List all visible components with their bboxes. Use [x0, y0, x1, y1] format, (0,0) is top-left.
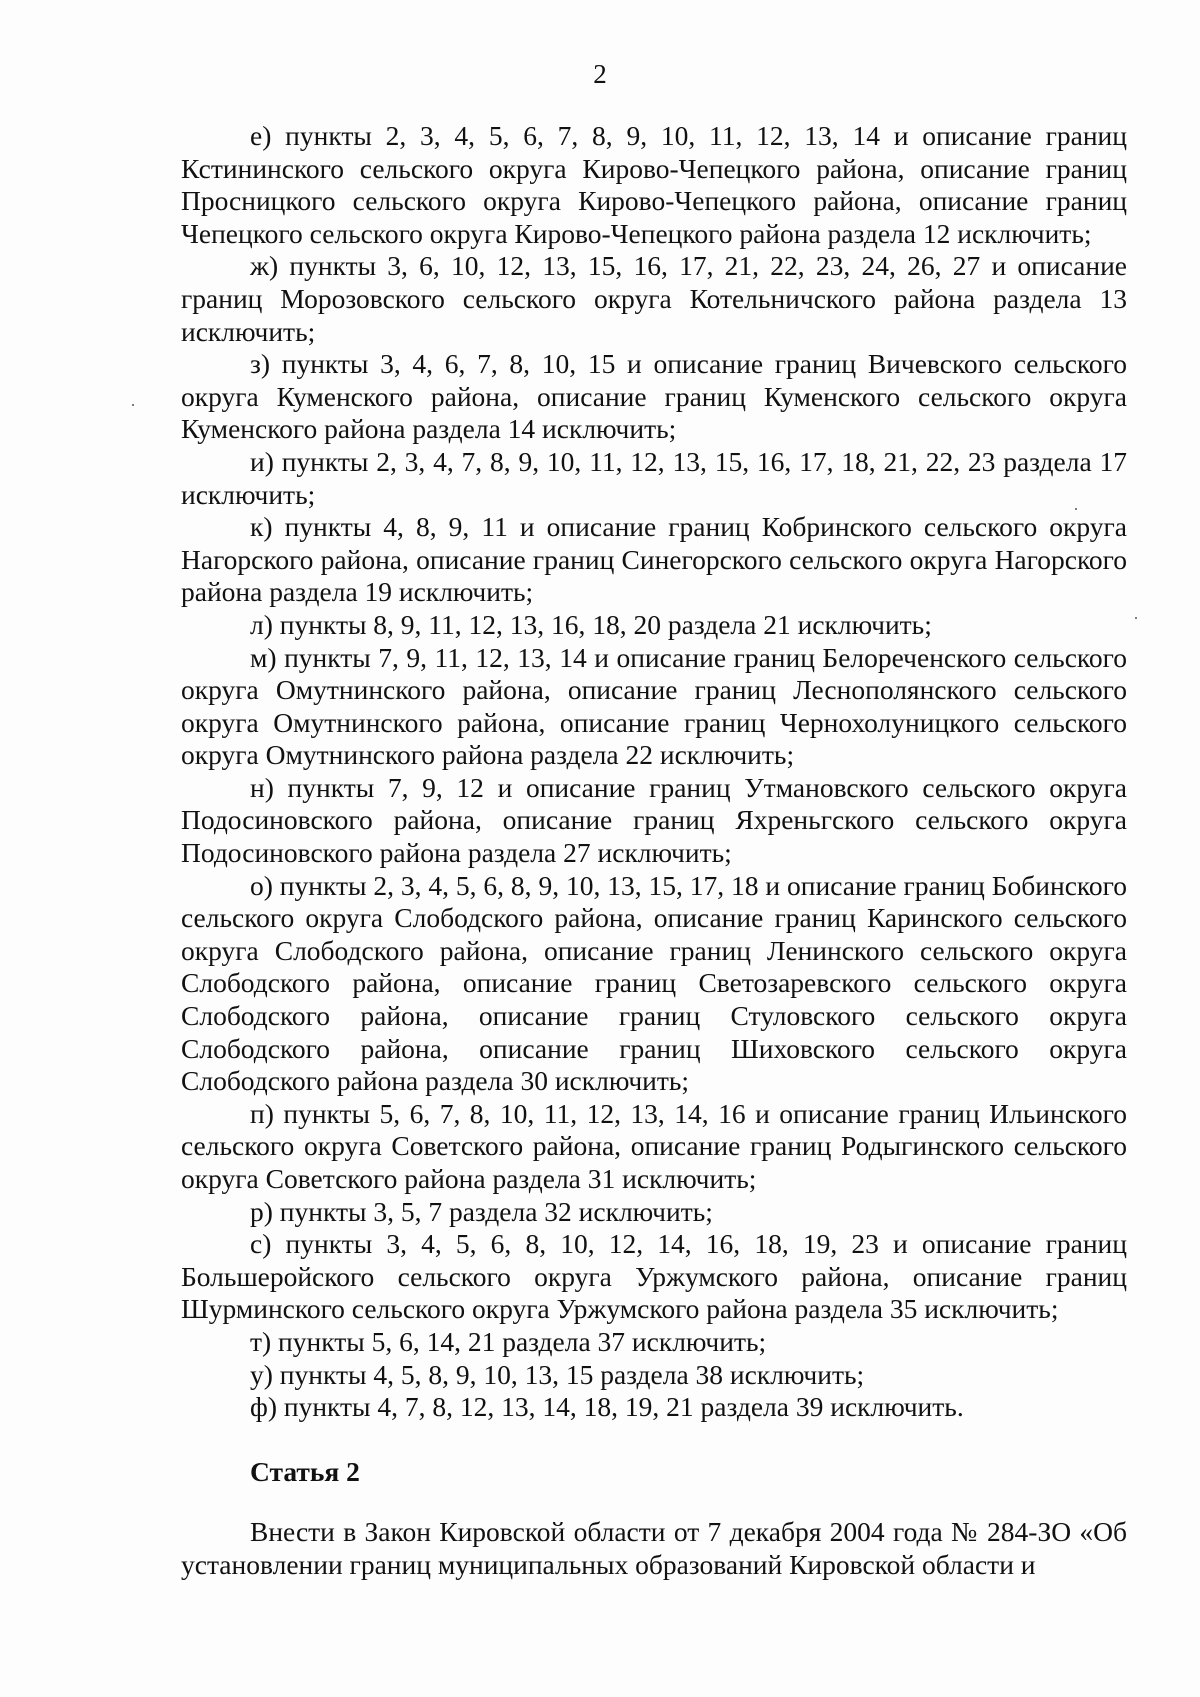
amendment-item-z: з) пункты 3, 4, 6, 7, 8, 10, 15 и описание границ Вичевского сельского округа Куменского района, описание границ Куменского сельского округа Куменского района раздела 14 исключить;	[181, 348, 1127, 445]
amendment-item-e: е) пункты 2, 3, 4, 5, 6, 7, 8, 9, 10, 11, 12, 13, 14 и описание границ Кстининского сельского округа Кирово-Чепецкого района, описание границ Просницкого сельского округа Кирово-Чепецкого района, описание границ Чепецкого сельского округа Кирово-Чепецкого района раздела 12 исключить;	[181, 120, 1127, 249]
page-number: 2	[593, 59, 607, 89]
amendment-item-i: и) пункты 2, 3, 4, 7, 8, 9, 10, 11, 12, 13, 15, 16, 17, 18, 21, 22, 23 раздела 17 исключить;	[181, 445, 1127, 510]
amendment-item-n: н) пункты 7, 9, 12 и описание границ Утмановского сельского округа Подосиновского района, описание границ Яхреньгского сельского округа Подосиновского района раздела 27 исключить;	[181, 771, 1127, 869]
scan-speck	[1135, 617, 1137, 619]
amendment-item-l: л) пункты 8, 9, 11, 12, 13, 16, 18, 20 раздела 21 исключить;	[250, 608, 932, 640]
article-text: Внести в Закон Кировской области от 7 декабря 2004 года № 284-ЗО «Об установлении границ муниципальных образований Кировской области и	[181, 1516, 1127, 1580]
document-body	[181, 120, 1127, 1582]
amendment-item-m: м) пункты 7, 9, 11, 12, 13, 14 и описание границ Белореченского сельского округа Омутнинского района, описание границ Леснополянского сельского округа Омутнинского района, описание границ Чернохолуницкого сельского округа Омутнинского района раздела 22 исключить;	[181, 641, 1127, 771]
amendment-item-o: о) пункты 2, 3, 4, 5, 6, 8, 9, 10, 13, 15, 17, 18 и описание границ Бобинского сельского округа Слободского района, описание границ Каринского сельского округа Слободского района, описание границ Ленинского сельского округа Слободского района, описание границ Светозаревского сельского округа Слободского района, описание границ Стуловского сельского округа Слободского района, описание границ Шиховского сельского округа Слободского района раздела 30 исключить;	[181, 869, 1127, 1097]
amendment-item-f: ф) пункты 4, 7, 8, 12, 13, 14, 18, 19, 21 раздела 39 исключить.	[250, 1391, 964, 1423]
scan-speck	[132, 404, 134, 406]
article-heading: Статья 2	[250, 1455, 360, 1487]
amendment-item-s: с) пункты 3, 4, 5, 6, 8, 10, 12, 14, 16, 18, 19, 23 и описание границ Большеройского сельского округа Уржумского района, описание границ Шурминского сельского округа Уржумского района раздела 35 исключить;	[181, 1228, 1127, 1325]
amendment-item-t: т) пункты 5, 6, 14, 21 раздела 37 исключить;	[250, 1325, 767, 1357]
amendment-item-k: к) пункты 4, 8, 9, 11 и описание границ Кобринского сельского округа Нагорского района, описание границ Синегорского сельского округа Нагорского района раздела 19 исключить;	[181, 511, 1127, 608]
amendment-item-zh: ж) пункты 3, 6, 10, 12, 13, 15, 16, 17, 21, 22, 23, 24, 26, 27 и описание границ Морозовского сельского округа Котельничского района раздела 13 исключить;	[181, 250, 1127, 347]
amendment-item-u: у) пункты 4, 5, 8, 9, 10, 13, 15 раздела 38 исключить;	[250, 1358, 865, 1390]
scan-speck	[1075, 508, 1077, 510]
amendment-item-p: п) пункты 5, 6, 7, 8, 10, 11, 12, 13, 14, 16 и описание границ Ильинского сельского округа Советского района, описание границ Родыгинского сельского округа Советского района раздела 31 исключить;	[181, 1097, 1127, 1194]
amendment-item-r: р) пункты 3, 5, 7 раздела 32 исключить;	[250, 1195, 713, 1227]
